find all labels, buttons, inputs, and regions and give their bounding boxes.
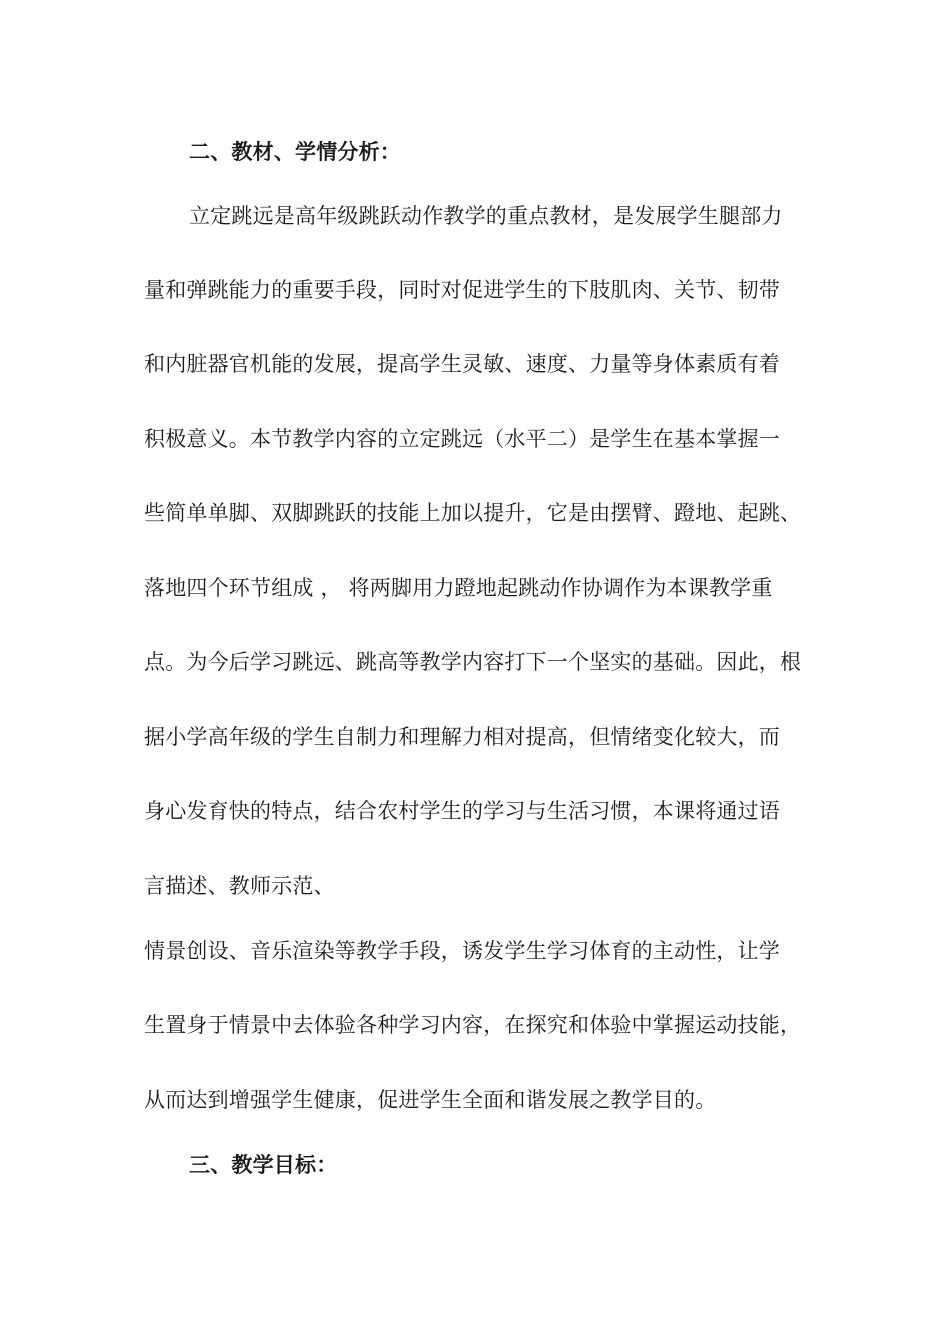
paragraph-line-2: 量和弹跳能力的重要手段，同时对促进学生的下肢肌肉、关节、韧带 [144,278,780,302]
paragraph-line-7: 点。为今后学习跳远、跳高等教学内容打下一个坚实的基础。因此，根 [144,650,802,674]
paragraph-line-13: 从而达到增强学生健康，促进学生全面和谐发展之教学目的。 [144,1088,717,1112]
paragraph-line-9: 身心发育快的特点，结合农村学生的学习与生活习惯，本课将通过语 [144,799,780,823]
paragraph-line-3: 和内脏器官机能的发展，提高学生灵敏、速度、力量等身体素质有着 [144,352,780,376]
paragraph-line-4: 积极意义。本节教学内容的立定跳远（水平二）是学生在基本掌握一 [144,427,780,451]
paragraph-line-8: 据小学高年级的学生自制力和理解力相对提高，但情绪变化较大，而 [144,725,780,749]
section-heading-teaching-objectives: 三、教学目标： [189,1153,338,1177]
paragraph-line-5: 些简单单脚、双脚跳跃的技能上加以提升，它是由摆臂、蹬地、起跳、 [144,501,802,525]
paragraph-line-10: 言描述、教师示范、 [144,874,335,898]
paragraph-line-12: 生置身于情景中去体验各种学习内容，在探究和体验中掌握运动技能， [144,1013,802,1037]
section-heading-materials-analysis: 二、教材、学情分析： [189,140,401,164]
paragraph-line-6: 落地四个环节组成 ， 将两脚用力蹬地起跳动作协调作为本课教学重 [144,576,773,600]
paragraph-line-1: 立定跳远是高年级跳跃动作教学的重点教材，是发展学生腿部力 [189,204,783,228]
paragraph-line-11: 情景创设、音乐渲染等教学手段，诱发学生学习体育的主动性，让学 [144,939,780,963]
